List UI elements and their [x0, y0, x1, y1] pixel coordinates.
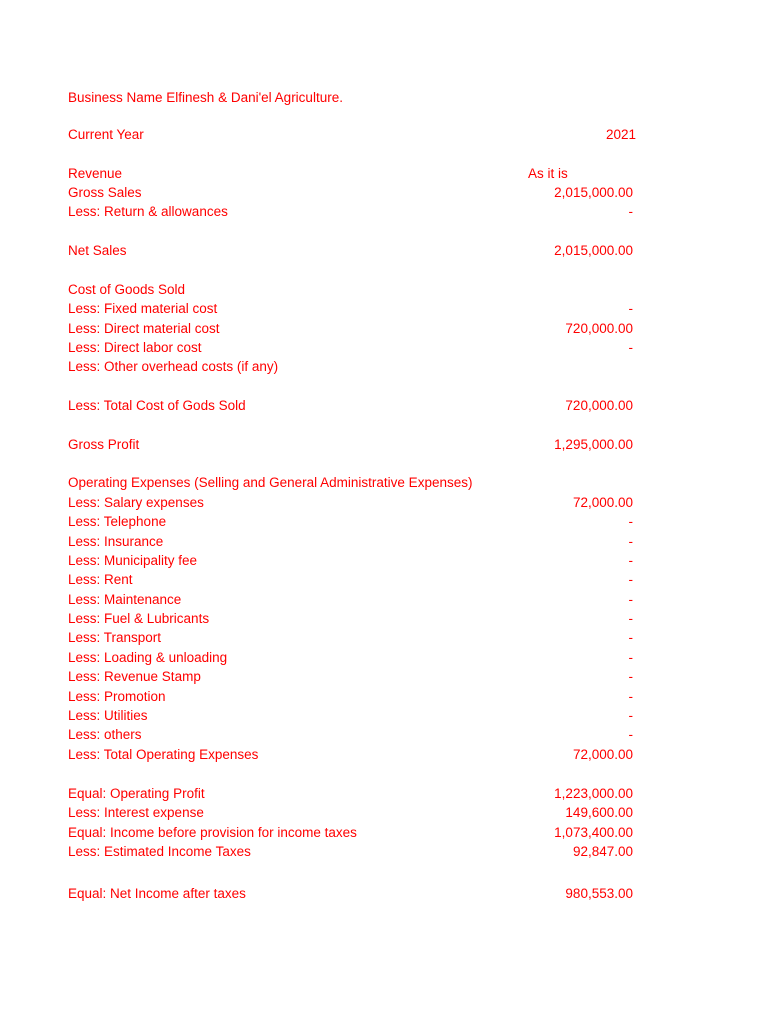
opex-item-value: -: [628, 630, 633, 645]
opex-item-label: Less: Revenue Stamp: [68, 669, 201, 684]
opex-item-row: [68, 493, 636, 512]
opex-item-row: [68, 725, 636, 744]
opex-item-value: -: [628, 514, 633, 529]
gross-sales-row: [68, 183, 636, 202]
interest-expense-label: Less: Interest expense: [68, 805, 204, 820]
net-income-label: Equal: Net Income after taxes: [68, 886, 246, 901]
opex-total-label: Less: Total Operating Expenses: [68, 747, 259, 762]
net-income-value: 980,553.00: [565, 886, 633, 901]
operating-profit-value: 1,223,000.00: [554, 786, 633, 801]
cogs-total-value: 720,000.00: [565, 398, 633, 413]
net-sales-row: [68, 241, 636, 260]
opex-item-label: Less: Insurance: [68, 534, 164, 549]
current-year-value: 2021: [605, 127, 636, 142]
net-sales-value: 2,015,000.00: [554, 243, 633, 258]
cogs-item-label: Less: Direct material cost: [68, 321, 220, 336]
interest-expense-value: 149,600.00: [565, 805, 633, 820]
estimated-taxes-row: [68, 842, 636, 861]
opex-item-row: [68, 590, 636, 609]
gross-profit-row: [68, 435, 636, 454]
cogs-heading: Cost of Goods Sold: [68, 282, 186, 297]
cogs-item-label: Less: Other overhead costs (if any): [68, 359, 279, 374]
column-heading-as-it-is: As it is: [528, 166, 568, 181]
opex-item-value: -: [628, 534, 633, 549]
income-before-taxes-row: [68, 823, 636, 842]
opex-item-label: Less: Loading & unloading: [68, 650, 228, 665]
cogs-item-label: Less: Fixed material cost: [68, 301, 218, 316]
opex-item-value: -: [628, 727, 633, 742]
revenue-heading: Revenue: [68, 166, 123, 181]
opex-item-value: -: [628, 708, 633, 723]
cogs-total-row: [68, 396, 636, 415]
opex-item-label: Less: Salary expenses: [68, 495, 204, 510]
returns-label: Less: Return & allowances: [68, 204, 228, 219]
business-name-row: [68, 88, 636, 107]
opex-item-row: [68, 609, 636, 628]
opex-item-value: 72,000.00: [572, 495, 633, 510]
cogs-item-value: -: [628, 301, 633, 316]
opex-total-value: 72,000.00: [572, 747, 633, 762]
gross-sales-label: Gross Sales: [68, 185, 142, 200]
cogs-item-row: [68, 357, 636, 376]
opex-item-row: [68, 512, 636, 531]
opex-heading-row: [68, 473, 636, 492]
opex-item-row: [68, 687, 636, 706]
opex-item-value: -: [628, 572, 633, 587]
net-sales-label: Net Sales: [68, 243, 127, 258]
income-before-taxes-value: 1,073,400.00: [554, 825, 633, 840]
opex-item-label: Less: Municipality fee: [68, 553, 198, 568]
opex-item-value: -: [628, 689, 633, 704]
cogs-item-row: [68, 299, 636, 318]
opex-item-label: Less: Promotion: [68, 689, 166, 704]
opex-item-label: Less: Rent: [68, 572, 133, 587]
cogs-item-value: 720,000.00: [565, 321, 633, 336]
opex-item-value: -: [628, 611, 633, 626]
opex-item-value: -: [628, 650, 633, 665]
opex-item-row: [68, 570, 636, 589]
opex-item-value: -: [628, 592, 633, 607]
cogs-total-label: Less: Total Cost of Gods Sold: [68, 398, 246, 413]
opex-item-label: Less: Telephone: [68, 514, 167, 529]
interest-expense-row: [68, 803, 636, 822]
opex-item-label: Less: Fuel & Lubricants: [68, 611, 210, 626]
opex-item-label: Less: Maintenance: [68, 592, 182, 607]
opex-item-row: [68, 706, 636, 725]
cogs-item-label: Less: Direct labor cost: [68, 340, 202, 355]
income-before-taxes-label: Equal: Income before provision for income taxes: [68, 825, 357, 840]
current-year-row: [68, 125, 636, 144]
business-name: Business Name Elfinesh & Dani'el Agriculture.: [68, 90, 343, 105]
opex-item-label: Less: Transport: [68, 630, 162, 645]
opex-item-label: Less: Utilities: [68, 708, 148, 723]
operating-profit-row: [68, 784, 636, 803]
opex-item-label: Less: others: [68, 727, 142, 742]
gross-profit-value: 1,295,000.00: [554, 437, 633, 452]
opex-item-row: [68, 648, 636, 667]
gross-sales-value: 2,015,000.00: [554, 185, 633, 200]
net-income-row: [68, 884, 636, 903]
opex-heading: Operating Expenses (Selling and General Administrative Expenses): [68, 475, 473, 490]
current-year-label: Current Year: [68, 127, 144, 142]
opex-item-row: [68, 551, 636, 570]
cogs-item-row: [68, 338, 636, 357]
cogs-item-value: -: [628, 340, 633, 355]
opex-total-row: [68, 745, 636, 764]
opex-item-row: [68, 532, 636, 551]
returns-value: -: [628, 204, 633, 219]
returns-row: [68, 202, 636, 221]
estimated-taxes-label: Less: Estimated Income Taxes: [68, 844, 251, 859]
gross-profit-label: Gross Profit: [68, 437, 140, 452]
estimated-taxes-value: 92,847.00: [572, 844, 633, 859]
operating-profit-label: Equal: Operating Profit: [68, 786, 205, 801]
cogs-heading-row: [68, 280, 636, 299]
opex-item-row: [68, 628, 636, 647]
cogs-item-row: [68, 319, 636, 338]
opex-item-value: -: [628, 553, 633, 568]
revenue-heading-row: [68, 164, 636, 183]
opex-item-value: -: [628, 669, 633, 684]
opex-item-row: [68, 667, 636, 686]
